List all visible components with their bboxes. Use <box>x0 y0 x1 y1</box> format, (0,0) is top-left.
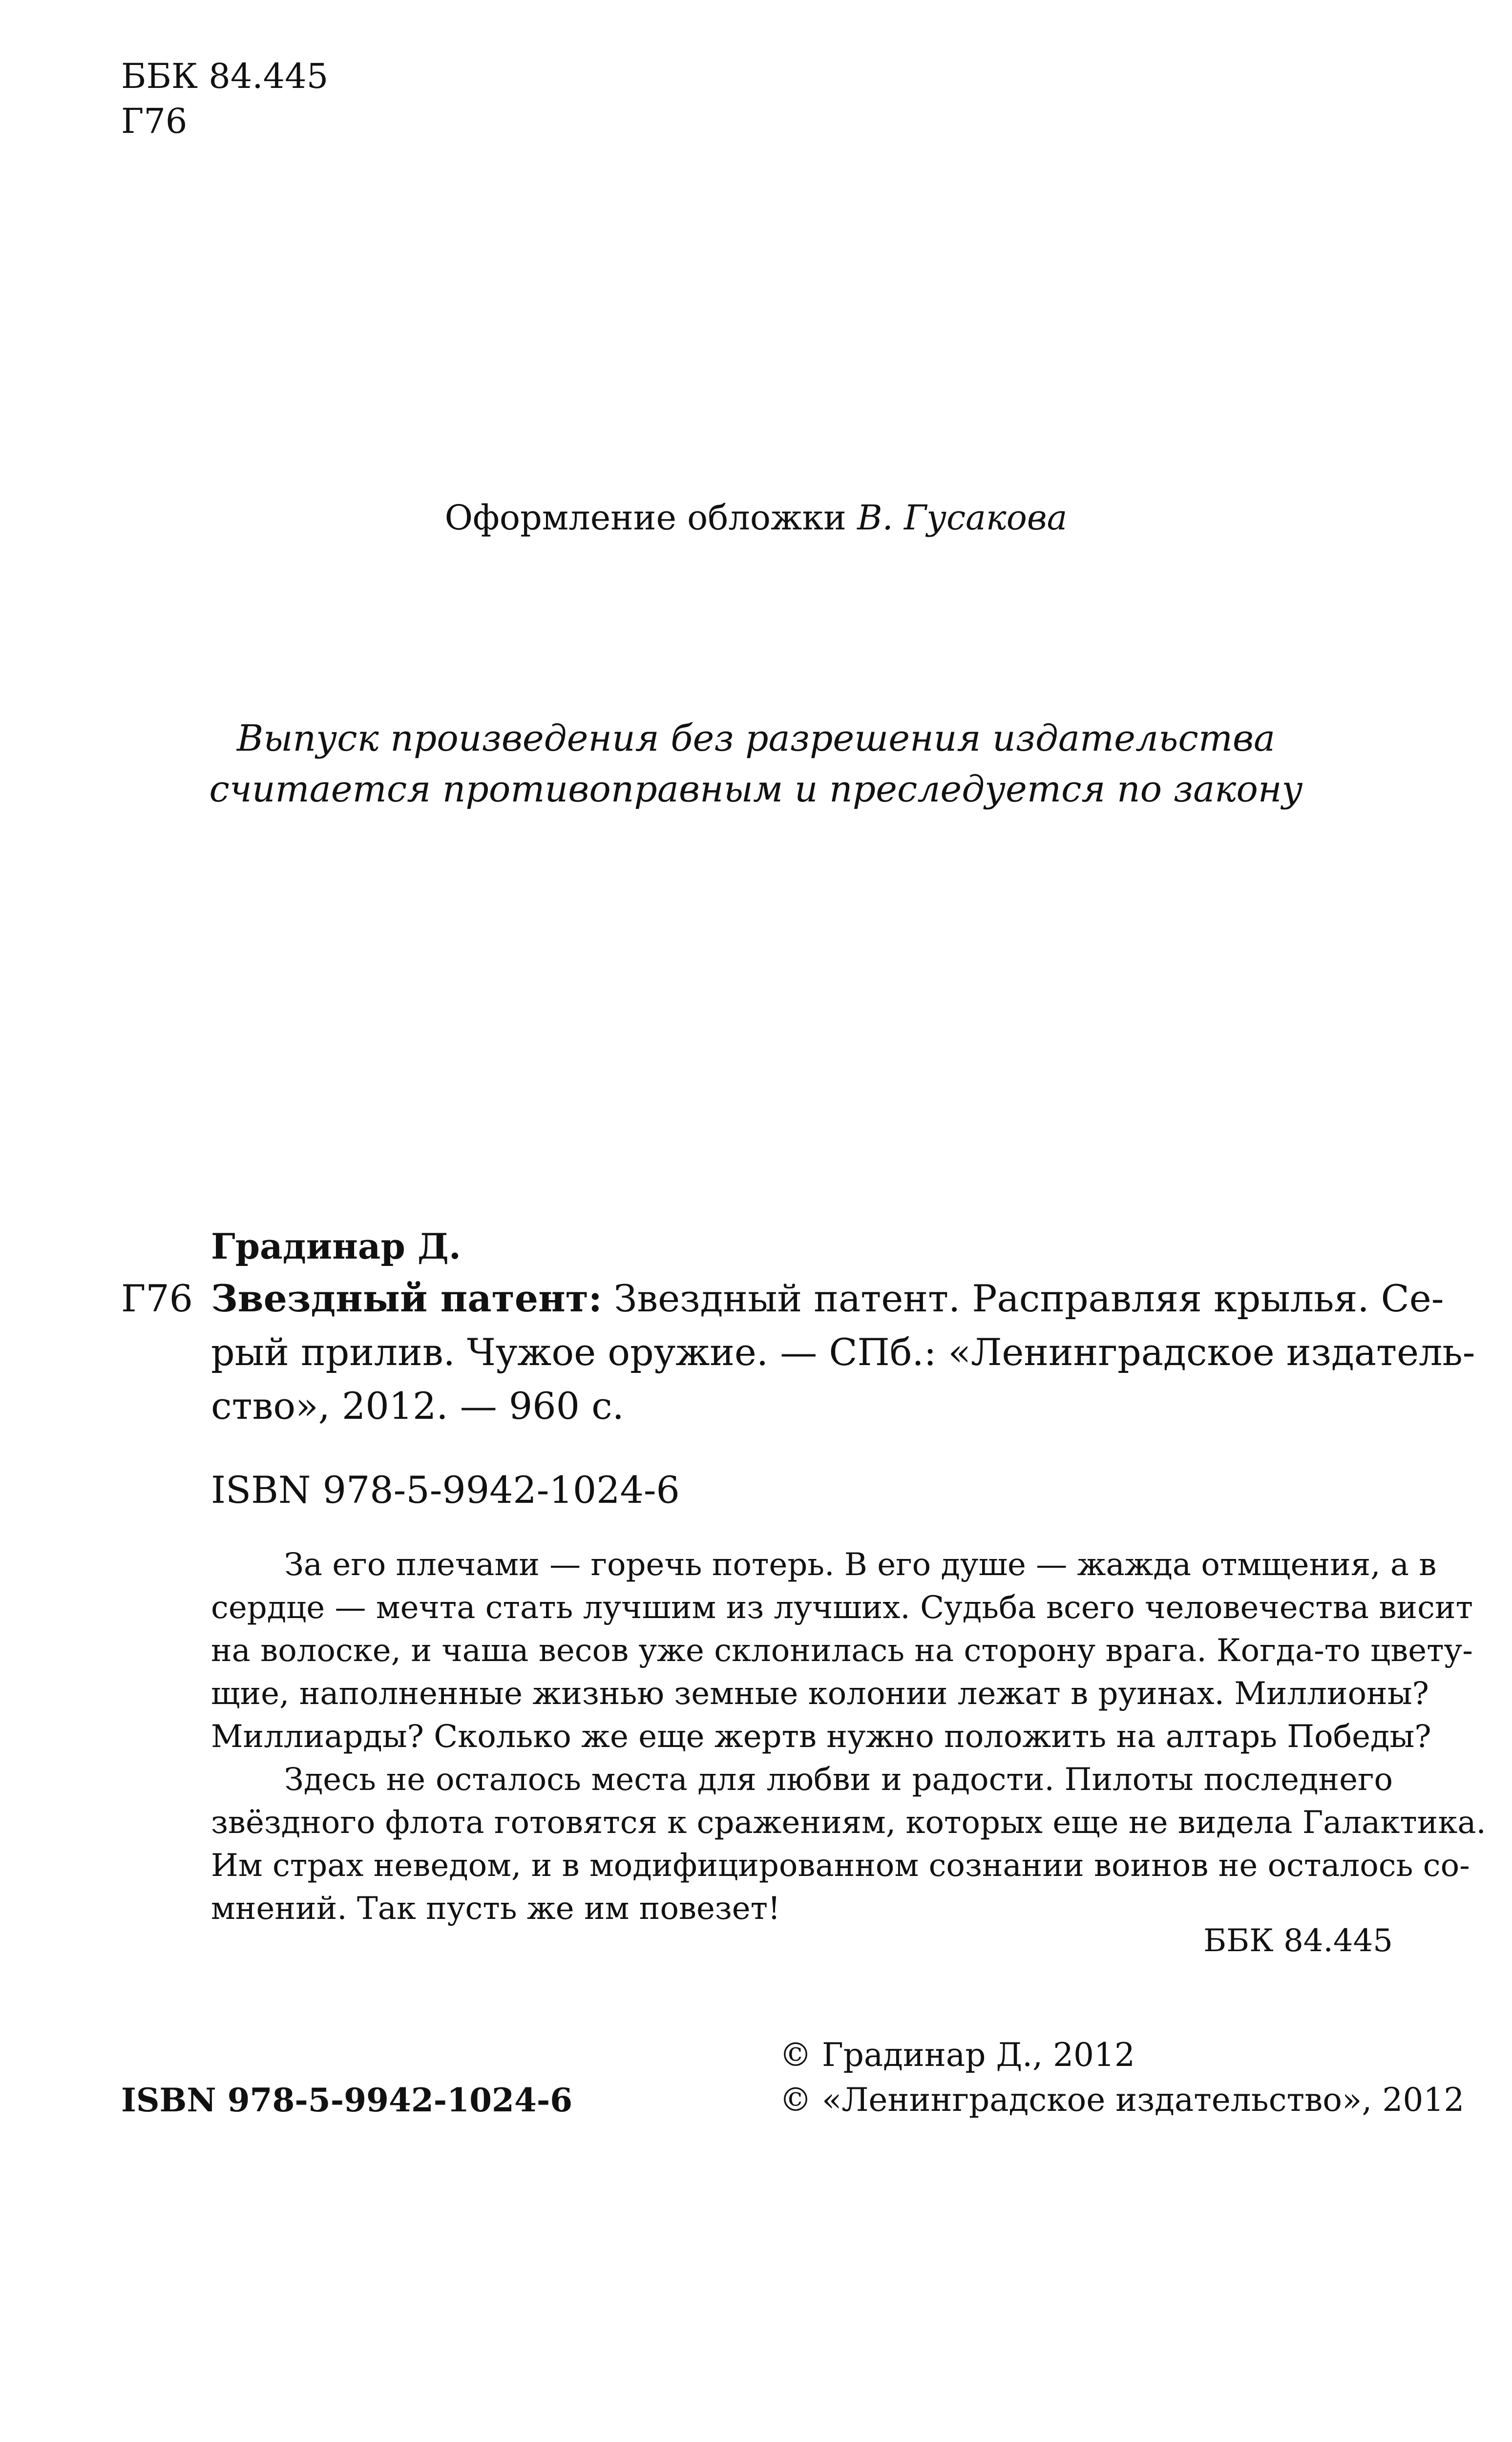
cover-credit <box>0 493 1512 542</box>
catalog-isbn: ISBN 978-5-9942-1024-6 <box>211 1468 680 1512</box>
annotation-line: на волоске, и чаша весов уже склонилась на сторону врага. Когда-то цвету- <box>211 1633 1473 1669</box>
annotation-line: Миллиарды? Сколько же еще жертв нужно положить на алтарь Победы? <box>211 1719 1431 1755</box>
cover-credit-label: Оформление обложки <box>444 498 858 538</box>
annotation-line: звёздного флота готовятся к сражениям, которых еще не видела Галактика. <box>211 1805 1486 1841</box>
udk-block <box>121 54 328 144</box>
copyright-block <box>779 2033 1464 2123</box>
book-title: Звездный патент: <box>211 1277 602 1320</box>
author-mark-top: Г76 <box>121 101 188 141</box>
annotation-line: Здесь не осталось места для любви и радости. Пилоты последнего <box>284 1762 1393 1798</box>
copyright-author: © Градинар Д., 2012 <box>779 2036 1135 2074</box>
legal-notice-line-2: считается противоправным и преследуется по закону <box>209 768 1303 810</box>
annotation-line: мнений. Так пусть же им повезет! <box>211 1891 780 1927</box>
bbk-code-bottom: ББК 84.445 <box>1203 1923 1393 1959</box>
annotation <box>211 1543 1486 1930</box>
bib-line-2: рый прилив. Чужое оружие. — СПб.: «Ленинградское издатель- <box>211 1330 1475 1374</box>
annotation-line: За его плечами — горечь потерь. В его душе — жажда отмщения, а в <box>284 1547 1437 1583</box>
bibliographic-record <box>211 1272 1475 1433</box>
legal-notice <box>0 713 1512 815</box>
bbk-code-top: ББК 84.445 <box>121 56 329 96</box>
bib-line-1 <box>211 1272 1444 1326</box>
annotation-line: сердце — мечта стать лучшим из лучших. Судьба всего человечества висит <box>211 1590 1473 1626</box>
cover-designer: В. Гусакова <box>857 498 1068 538</box>
catalog-author: Градинар Д. <box>211 1225 461 1267</box>
footer-isbn: ISBN 978-5-9942-1024-6 <box>121 2081 573 2119</box>
catalog-author-mark: Г76 <box>121 1277 193 1320</box>
legal-notice-line-1: Выпуск произведения без разрешения издательства <box>236 717 1276 759</box>
annotation-line: щие, наполненные жизнью земные колонии лежат в руинах. Миллионы? <box>211 1676 1429 1712</box>
annotation-line: Им страх неведом, и в модифицированном сознании воинов не осталось со- <box>211 1848 1470 1884</box>
copyright-publisher: © «Ленинградское издательство», 2012 <box>779 2081 1465 2119</box>
bib-line-3: ство», 2012. — 960 с. <box>211 1384 624 1428</box>
bib-line-1-rest: Звездный патент. Расправляя крылья. Се- <box>602 1277 1444 1320</box>
